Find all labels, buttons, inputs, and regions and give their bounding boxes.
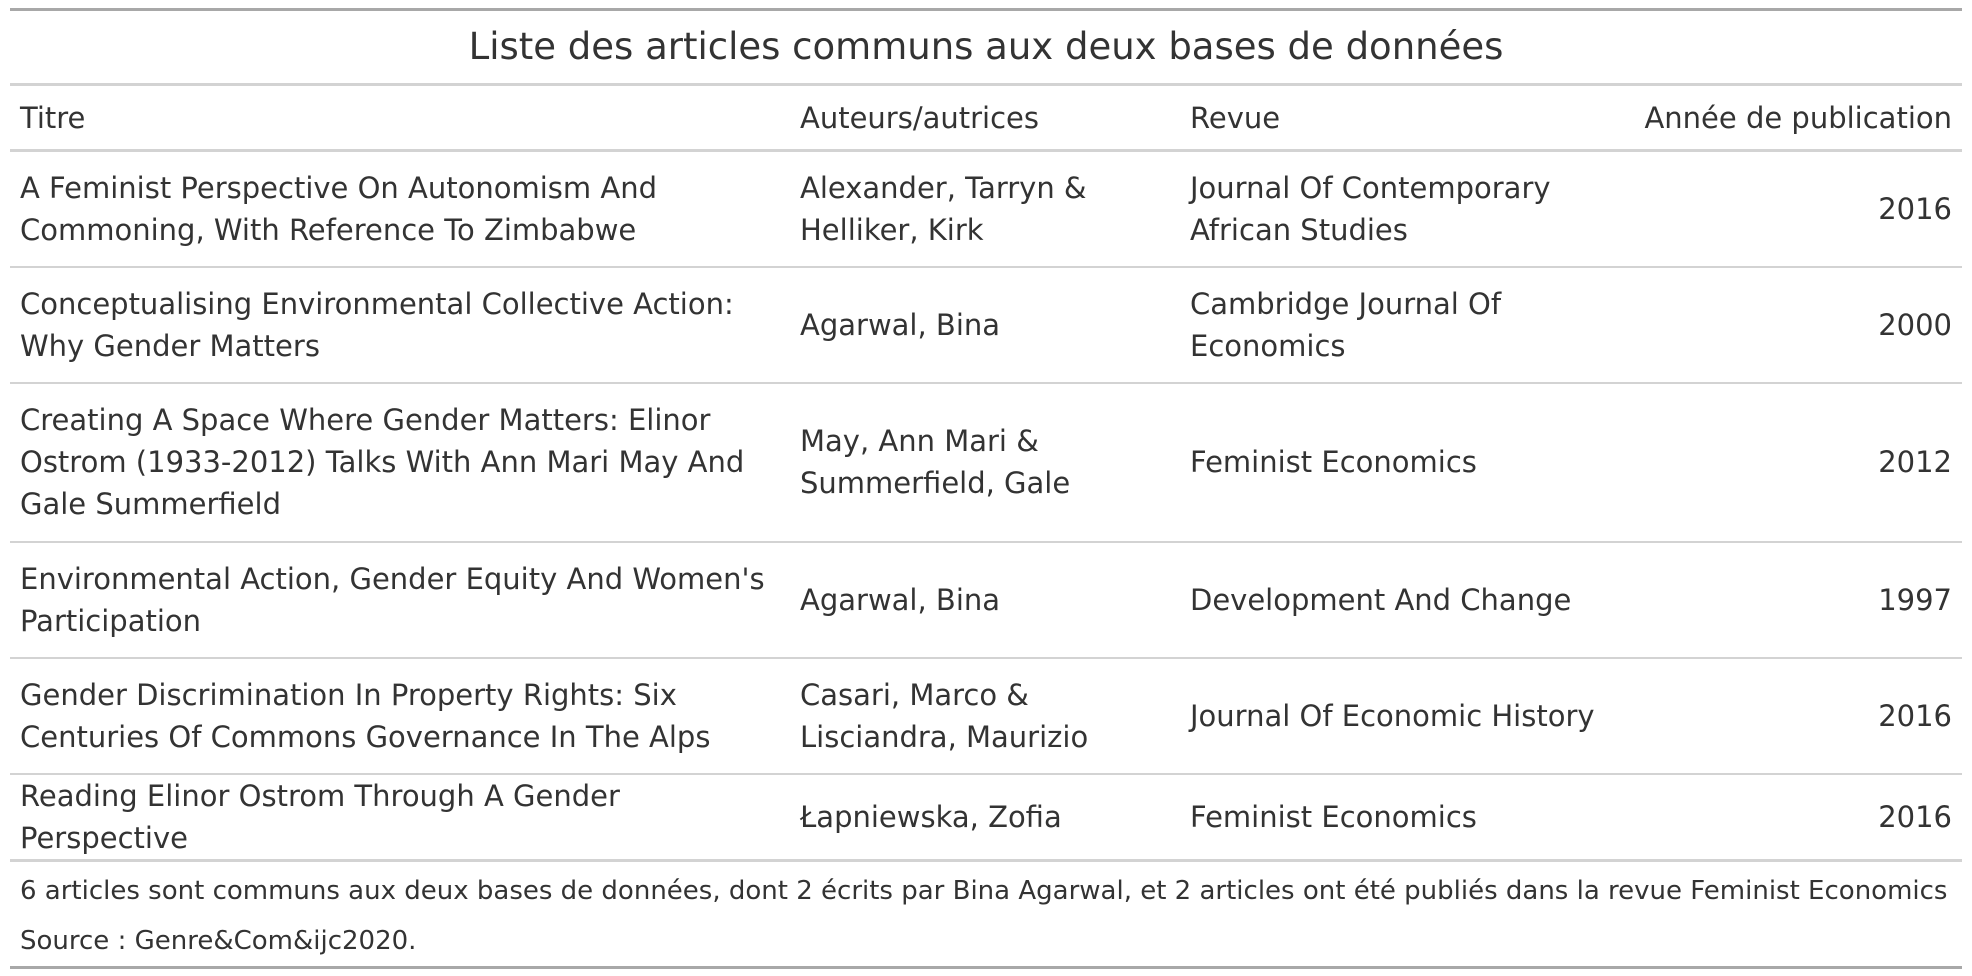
cell-annee: 2012 bbox=[1620, 383, 1962, 542]
cell-revue: Cambridge Journal Of Economics bbox=[1180, 267, 1620, 383]
footnote-row bbox=[10, 860, 1962, 916]
articles-table bbox=[10, 8, 1962, 969]
cell-auteurs: Agarwal, Bina bbox=[790, 542, 1180, 658]
cell-revue: Journal Of Economic History bbox=[1180, 658, 1620, 774]
cell-annee: 2016 bbox=[1620, 774, 1962, 861]
source-row bbox=[10, 916, 1962, 968]
table-header-row bbox=[10, 85, 1962, 151]
cell-revue: Feminist Economics bbox=[1180, 774, 1620, 861]
column-header-auteurs: Auteurs/autrices bbox=[790, 85, 1180, 151]
table-row bbox=[10, 658, 1962, 774]
cell-annee: 2016 bbox=[1620, 658, 1962, 774]
table-source-note: Source : Genre&Com&ijc2020. bbox=[20, 925, 417, 956]
table-title: Liste des articles communs aux deux bases de données bbox=[10, 10, 1962, 85]
cell-titre: A Feminist Perspective On Autonomism And Commoning, With Reference To Zimbabwe bbox=[20, 170, 657, 247]
cell-auteurs: May, Ann Mari & Summerfield, Gale bbox=[790, 383, 1180, 542]
cell-auteurs: Alexander, Tarryn & Helliker, Kirk bbox=[800, 170, 1087, 247]
cell-revue: Journal Of Contemporary African Studies bbox=[1190, 170, 1551, 247]
cell-auteurs: Agarwal, Bina bbox=[790, 267, 1180, 383]
table-row bbox=[10, 774, 1962, 861]
table-title-row bbox=[10, 10, 1962, 85]
table-row bbox=[10, 383, 1962, 542]
column-header-titre: Titre bbox=[10, 85, 790, 151]
table-footnote: 6 articles sont communs aux deux bases de données, dont 2 écrits par Bina Agarwal, et 2 articles ont été publiés dans la revue Feminist Economics bbox=[10, 860, 1962, 916]
table-row bbox=[10, 542, 1962, 658]
articles-table-container bbox=[10, 8, 1962, 969]
table-row bbox=[10, 151, 1962, 267]
cell-revue: Development And Change bbox=[1180, 542, 1620, 658]
cell-annee: 2000 bbox=[1620, 267, 1962, 383]
cell-revue: Feminist Economics bbox=[1180, 383, 1620, 542]
cell-titre: Gender Discrimination In Property Rights: Six Centuries Of Commons Governance In The Alps bbox=[10, 658, 790, 774]
cell-titre: Conceptualising Environmental Collective Action: Why Gender Matters bbox=[10, 267, 790, 383]
table-row bbox=[10, 267, 1962, 383]
column-header-annee: Année de publication bbox=[1620, 85, 1962, 151]
cell-auteurs: Casari, Marco & Lisciandra, Maurizio bbox=[790, 658, 1180, 774]
cell-annee: 1997 bbox=[1620, 542, 1962, 658]
cell-annee: 2016 bbox=[1878, 191, 1952, 226]
cell-titre: Environmental Action, Gender Equity And Women's Participation bbox=[10, 542, 790, 658]
cell-titre: Creating A Space Where Gender Matters: Elinor Ostrom (1933-2012) Talks With Ann Mari May And Gale Summerfield bbox=[10, 383, 790, 542]
cell-titre: Reading Elinor Ostrom Through A Gender Perspective bbox=[10, 774, 790, 861]
cell-auteurs: Łapniewska, Zofia bbox=[790, 774, 1180, 861]
column-header-revue: Revue bbox=[1180, 85, 1620, 151]
